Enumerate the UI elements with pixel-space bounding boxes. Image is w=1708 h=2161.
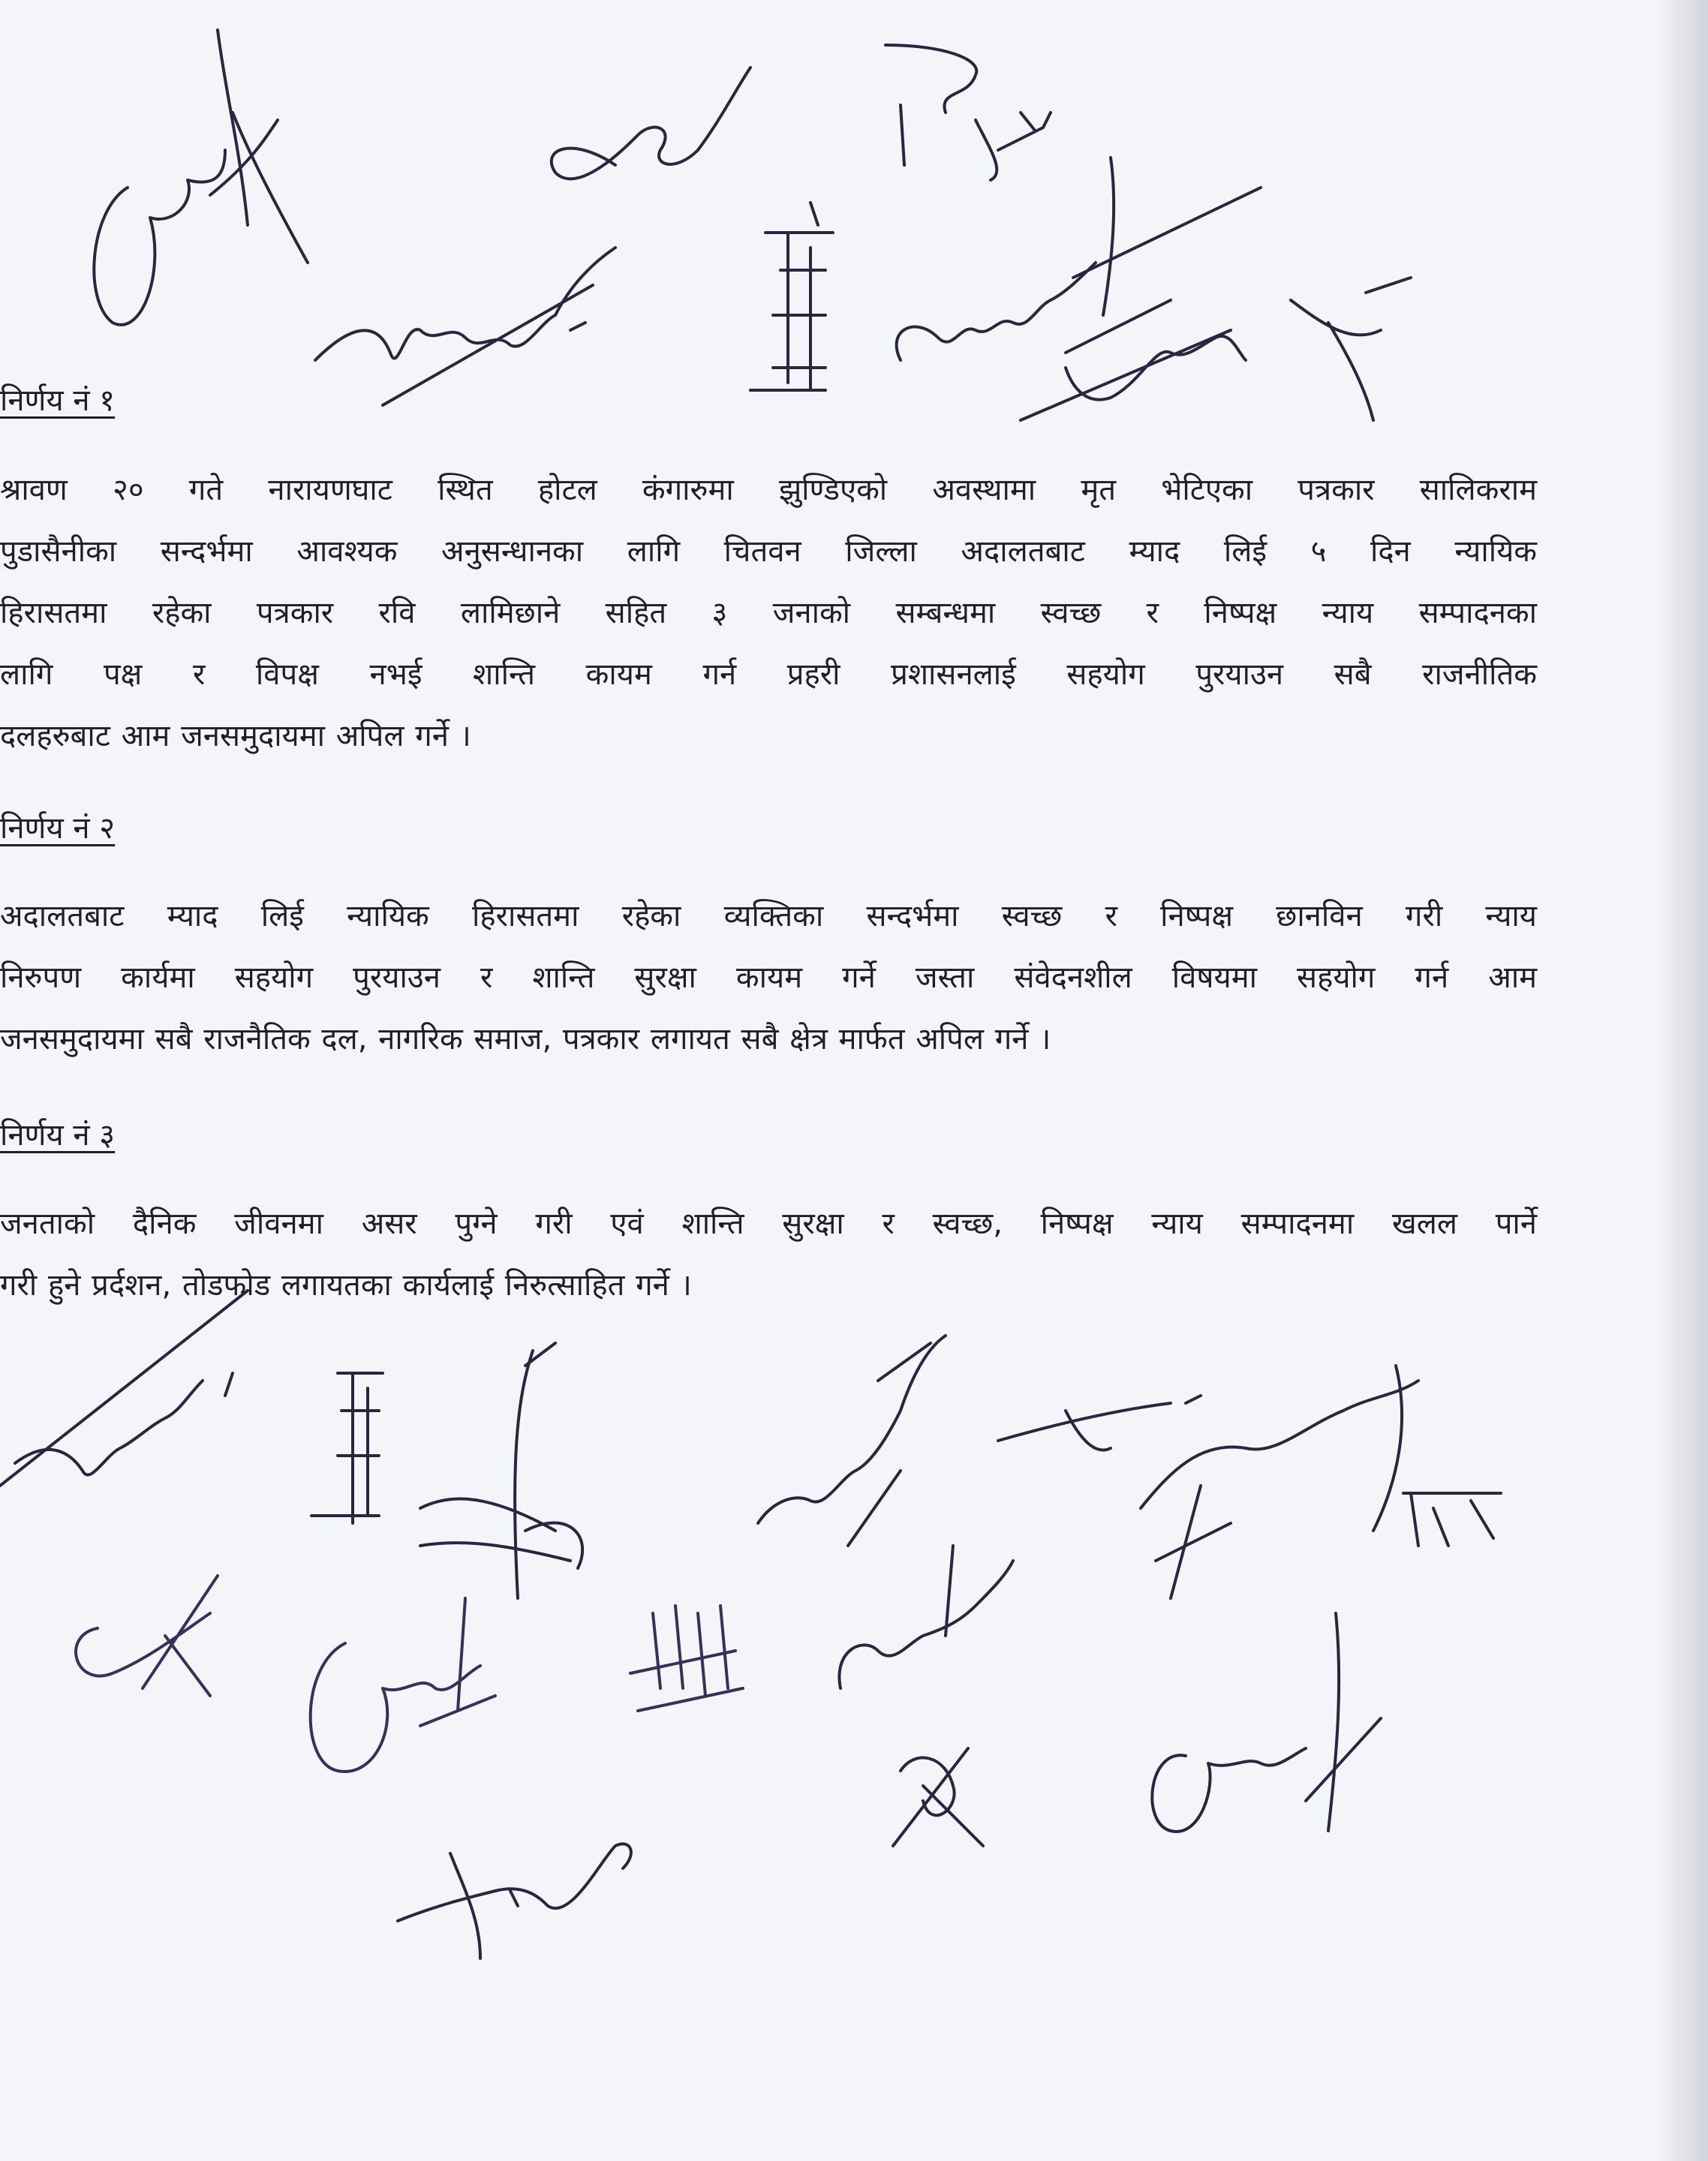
signature-bottom-2 [311, 1373, 383, 1523]
signature-bottom-1 [0, 1291, 248, 1486]
signature-bottom-13 [1152, 1613, 1381, 1832]
signature-bottom-4 [758, 1336, 946, 1546]
decision-1-line: पुडासैनीका सन्दर्भमा आवश्यक अनुसन्धानका लागि चितवन जिल्ला अदालतबाट म्याद लिई ५ दिन न्यायिक [0, 534, 1537, 569]
decision-2-paragraph [0, 885, 1537, 1070]
decision-1-paragraph [0, 459, 1537, 767]
decision-1-line: लागि पक्ष र विपक्ष नभई शान्ति कायम गर्न प्रहरी प्रशासनलाई सहयोग पुरयाउन सबै राजनीतिक [0, 657, 1537, 692]
decision-2-line: जनसमुदायमा सबै राजनैतिक दल, नागरिक समाज, पत्रकार लगायत सबै क्षेत्र मार्फत अपिल गर्ने । [0, 1022, 1051, 1056]
signature-bottom-14 [398, 1844, 631, 1958]
signature-bottom-8 [76, 1576, 218, 1696]
signature-top-3 [886, 45, 1051, 180]
signature-bottom-6 [1141, 1366, 1418, 1598]
decision-3-line: गरी हुने प्रर्दशन, तोडफोड लगायतका कार्यलाई निरुत्साहित गर्ने । [0, 1268, 692, 1303]
decision-1-line: हिरासतमा रहेका पत्रकार रवि लामिछाने सहित ३ जनाको सम्बन्धमा स्वच्छ र निष्पक्ष न्याय सम्पादनका [0, 596, 1537, 630]
signature-bottom-7 [1403, 1493, 1501, 1546]
page-edge-shadow [1655, 0, 1708, 2161]
signature-bottom-10 [630, 1606, 743, 1711]
decision-3-heading: निर्णय नं ३ [0, 1118, 116, 1153]
signature-top-2 [552, 68, 750, 179]
decision-1-line: दलहरुबाट आम जनसमुदायमा अपिल गर्ने । [0, 719, 471, 753]
decision-2-line: अदालतबाट म्याद लिई न्यायिक हिरासतमा रहेका व्यक्तिका सन्दर्भमा स्वच्छ र निष्पक्ष छानविन गरी न्याय [0, 899, 1537, 933]
decision-1-heading: निर्णय नं १ [0, 383, 116, 418]
signature-top-7 [1021, 278, 1411, 420]
signature-top-1 [94, 30, 308, 325]
decision-3-paragraph [0, 1193, 1537, 1316]
decision-3-line: जनताको दैनिक जीवनमा असर पुग्ने गरी एवं शान्ति सुरक्षा र स्वच्छ, निष्पक्ष न्याय सम्पादनमा खलल पार्ने [0, 1207, 1537, 1241]
signature-bottom-3 [420, 1343, 582, 1598]
signature-bottom-11 [839, 1546, 1013, 1688]
decision-2-line: निरुपण कार्यमा सहयोग पुरयाउन र शान्ति सुरक्षा कायम गर्ने जस्ता संवेदनशील विषयमा सहयोग गर्न आम [0, 960, 1537, 995]
signature-top-4 [315, 248, 615, 405]
signature-bottom-9 [311, 1598, 495, 1772]
signature-top-5 [750, 203, 833, 390]
signature-bottom-5 [998, 1396, 1201, 1450]
decision-1-line: श्रावण २० गते नारायणघाट स्थित होटल कंगारुमा झुण्डिएको अवस्थामा मृत भेटिएका पत्रकार सालिकराम [0, 473, 1537, 507]
signature-bottom-12 [893, 1748, 983, 1846]
signature-top-6 [897, 158, 1261, 360]
decision-2-heading: निर्णय नं २ [0, 811, 116, 846]
